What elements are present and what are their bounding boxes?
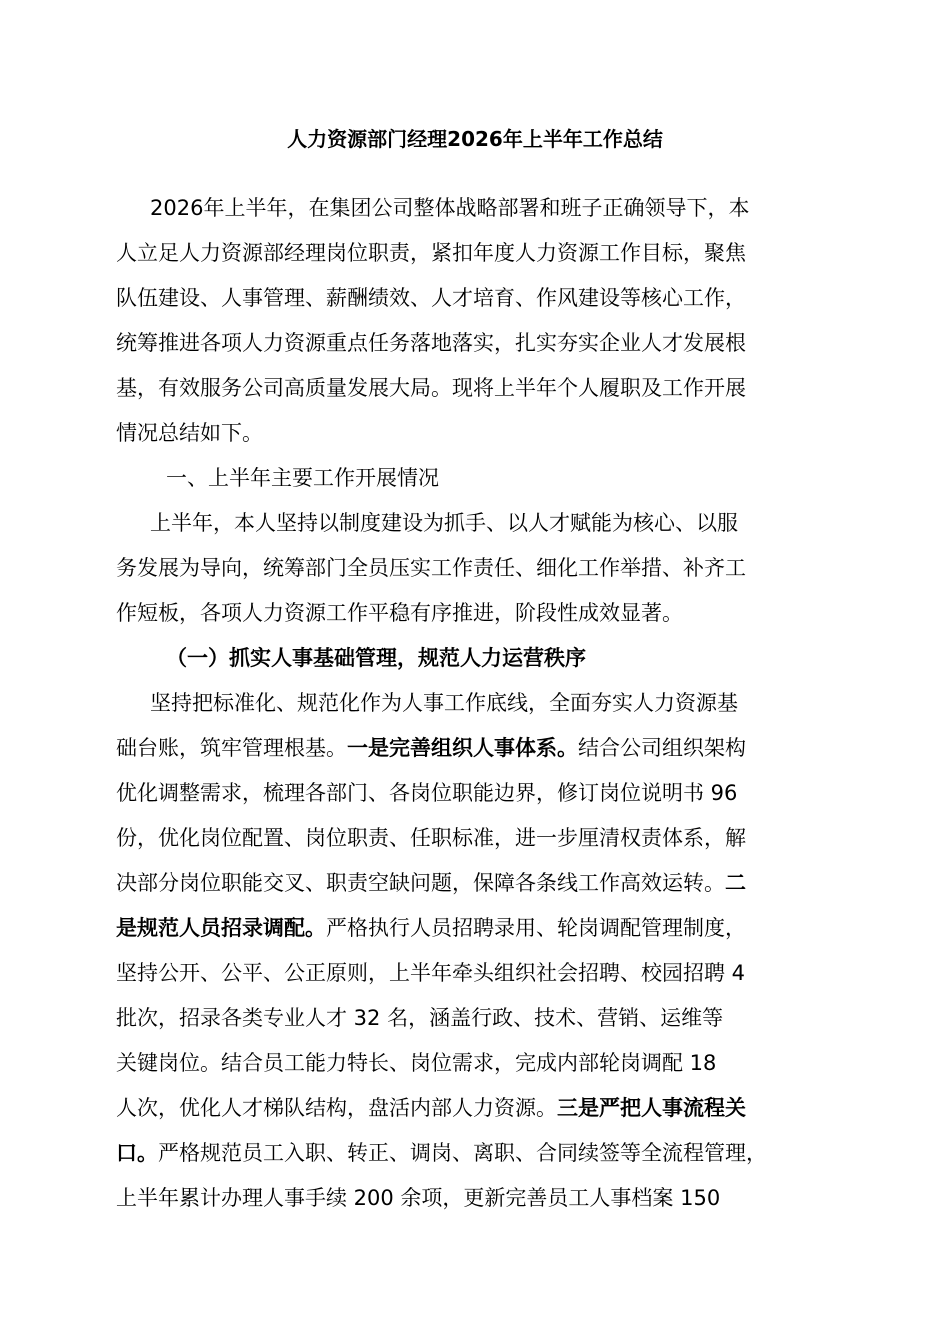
intro-line-6: 情况总结如下。	[116, 421, 263, 445]
section1-line-3: 作短板，各项人力资源工作平稳有序推进，阶段性成效显著。	[116, 601, 683, 625]
body-line-10	[116, 1093, 746, 1123]
document-title: 人力资源部门经理2026年上半年工作总结	[287, 127, 663, 151]
body-line-9: 关键岗位。结合员工能力特长、岗位需求，完成内部轮岗调配 18	[116, 1051, 717, 1075]
body-line-1: 坚持把标准化、规范化作为人事工作底线，全面夯实人力资源基	[150, 691, 738, 715]
body-line-6	[116, 913, 746, 943]
subsection-heading-1: （一）抓实人事基础管理，规范人力运营秩序	[166, 646, 586, 670]
intro-line-1: 2026年上半年，在集团公司整体战略部署和班子正确领导下，本	[150, 196, 750, 220]
intro-line-4: 统筹推进各项人力资源重点任务落地落实，扎实夯实企业人才发展根	[116, 331, 746, 355]
body-text: 严格规范员工入职、转正、调岗、离职、合同续签等全流程管理，	[158, 1141, 767, 1165]
body-line-8: 批次，招录各类专业人才 32 名，涵盖行政、技术、营销、运维等	[116, 1006, 724, 1030]
intro-line-5: 基，有效服务公司高质量发展大局。现将上半年个人履职及工作开展	[116, 376, 746, 400]
body-text: 础台账，筑牢管理根基。	[116, 736, 347, 760]
body-line-11	[116, 1138, 767, 1168]
bold-point-2: 是规范人员招录调配。	[116, 916, 326, 940]
body-line-5	[116, 868, 746, 898]
section1-line-1: 上半年，本人坚持以制度建设为抓手、以人才赋能为核心、以服	[150, 511, 738, 535]
body-line-4: 份，优化岗位配置、岗位职责、任职标准，进一步厘清权责体系，解	[116, 826, 746, 850]
body-line-12: 上半年累计办理人事手续 200 余项，更新完善员工人事档案 150	[116, 1186, 721, 1210]
body-text: 结合公司组织架构	[578, 736, 746, 760]
body-line-3: 优化调整需求，梳理各部门、各岗位职能边界，修订岗位说明书 96	[116, 781, 738, 805]
intro-line-3: 队伍建设、人事管理、薪酬绩效、人才培育、作风建设等核心工作，	[116, 286, 746, 310]
body-text: 严格执行人员招聘录用、轮岗调配管理制度，	[326, 916, 746, 940]
bold-point-3-end: 口。	[116, 1141, 158, 1165]
body-line-7: 坚持公开、公平、公正原则，上半年牵头组织社会招聘、校园招聘 4	[116, 961, 746, 985]
section-heading-1: 一、上半年主要工作开展情况	[166, 466, 439, 490]
bold-point-2-start: 二	[725, 871, 746, 895]
body-line-2	[116, 733, 746, 763]
section1-line-2: 务发展为导向，统筹部门全员压实工作责任、细化工作举措、补齐工	[116, 556, 746, 580]
intro-line-2: 人立足人力资源部经理岗位职责，紧扣年度人力资源工作目标，聚焦	[116, 241, 746, 265]
body-text: 决部分岗位职能交叉、职责空缺问题，保障各条线工作高效运转。	[116, 871, 725, 895]
bold-point-3: 三是严把人事流程关	[557, 1096, 746, 1120]
body-text: 人次，优化人才梯队结构，盘活内部人力资源。	[116, 1096, 557, 1120]
bold-point-1: 一是完善组织人事体系。	[347, 736, 578, 760]
